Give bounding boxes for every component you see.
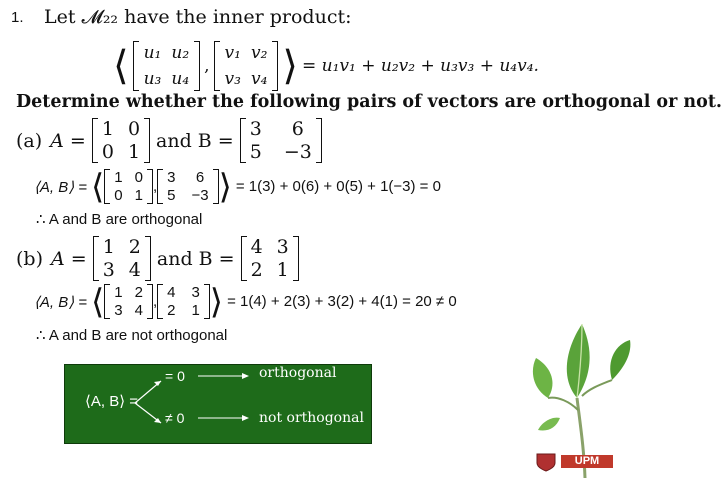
part-a-calc-rhs: = 1(3) + 0(6) + 0(5) + 1(−3) = 0 bbox=[235, 178, 441, 195]
part-b-left-angle: ⟨ bbox=[90, 281, 105, 322]
part-b-A-cell-0-0: 1 bbox=[102, 236, 115, 258]
upm-logo bbox=[535, 452, 623, 472]
part-b-lhs: ⟨A, B⟩ = bbox=[34, 293, 87, 311]
right-angle: ⟩ bbox=[282, 43, 298, 89]
part-a-B-cell-1-1: −3 bbox=[283, 141, 312, 163]
crest-icon bbox=[535, 452, 557, 472]
task-statement: Determine whether the following pairs of vectors are orthogonal or not. bbox=[16, 92, 722, 112]
part-b-right-angle: ⟩ bbox=[209, 281, 224, 322]
inner-product-definition bbox=[113, 41, 539, 91]
part-a-calc-B-cell-1-0: 5 bbox=[167, 187, 176, 204]
part-b-matrix-A bbox=[93, 236, 151, 281]
part-a-A-cell-1-0: 0 bbox=[101, 141, 114, 163]
part-a-calculation bbox=[34, 166, 441, 207]
matrix-v-cell-0-1: v₂ bbox=[250, 43, 268, 63]
part-a-calc-B-cell-0-1: 6 bbox=[195, 169, 205, 186]
part-a-calc-A-cell-0-0: 1 bbox=[114, 169, 123, 186]
part-b-calc-B-cell-1-0: 2 bbox=[167, 302, 176, 319]
comma: , bbox=[204, 56, 210, 76]
upm-wordmark: UPM bbox=[561, 455, 613, 468]
part-b-calc-A-cell-0-1: 2 bbox=[134, 284, 143, 301]
matrix-u bbox=[133, 41, 201, 91]
part-b-A-prefix: A = bbox=[51, 247, 87, 270]
part-a-A-cell-0-1: 0 bbox=[127, 118, 141, 140]
part-b-and-b: and B = bbox=[156, 247, 235, 270]
part-a-A-cell-1-1: 1 bbox=[127, 141, 141, 163]
summary-not-orthogonal: not orthogonal bbox=[259, 410, 364, 426]
part-a-A-cell-0-0: 1 bbox=[101, 118, 114, 140]
part-b-statement bbox=[16, 236, 299, 281]
part-b-calc-B-cell-0-1: 3 bbox=[191, 284, 200, 301]
part-b-B-cell-0-1: 3 bbox=[276, 236, 289, 258]
summary-lhs: ⟨A, B⟩ = bbox=[85, 393, 138, 410]
matrix-u-cell-1-1: u₄ bbox=[171, 69, 190, 89]
part-a-statement bbox=[16, 118, 322, 163]
part-b-calc-A-cell-1-1: 4 bbox=[134, 302, 143, 319]
problem-intro: Let 𝓜₂₂ have the inner product: bbox=[44, 6, 352, 28]
part-b-calc-A-cell-0-0: 1 bbox=[114, 284, 123, 301]
part-a-right-angle: ⟩ bbox=[218, 166, 232, 207]
matrix-v-cell-1-1: v₄ bbox=[250, 69, 268, 89]
part-a-label: (a) bbox=[16, 129, 43, 152]
part-b-matrix-B bbox=[241, 236, 299, 281]
part-b-calc-matrix-B bbox=[157, 284, 210, 319]
part-b-calculation bbox=[34, 281, 457, 322]
part-b-calc-B-cell-0-0: 4 bbox=[167, 284, 176, 301]
part-a-calc-A-cell-1-0: 0 bbox=[114, 187, 123, 204]
part-a-calc-B-cell-0-0: 3 bbox=[167, 169, 176, 186]
part-a-B-cell-1-0: 5 bbox=[249, 141, 262, 163]
matrix-v-cell-1-0: v₃ bbox=[224, 69, 241, 89]
part-b-comma: , bbox=[152, 293, 158, 310]
part-b-B-cell-1-1: 1 bbox=[276, 259, 289, 281]
part-a-comma: , bbox=[152, 178, 158, 195]
part-a-calc-matrix-B bbox=[157, 169, 218, 204]
summary-box bbox=[64, 364, 372, 444]
part-b-A-cell-0-1: 2 bbox=[128, 236, 141, 258]
part-b-conclusion: ∴ A and B are not orthogonal bbox=[36, 327, 228, 344]
part-a-A-prefix: A = bbox=[50, 129, 86, 152]
part-b-label: (b) bbox=[16, 247, 43, 270]
part-a-calc-matrix-A bbox=[104, 169, 153, 204]
part-a-B-cell-0-0: 3 bbox=[249, 118, 262, 140]
part-b-A-cell-1-1: 4 bbox=[128, 259, 141, 281]
part-a-conclusion: ∴ A and B are orthogonal bbox=[36, 211, 203, 228]
part-a-B-cell-0-1: 6 bbox=[291, 118, 304, 140]
summary-orthogonal: orthogonal bbox=[259, 365, 337, 381]
part-b-calc-B-cell-1-1: 1 bbox=[191, 302, 200, 319]
part-a-left-angle: ⟨ bbox=[90, 166, 105, 207]
part-a-calc-B-cell-1-1: −3 bbox=[191, 187, 209, 204]
part-a-calc-A-cell-0-1: 0 bbox=[134, 169, 143, 186]
matrix-v bbox=[214, 41, 279, 91]
left-angle: ⟨ bbox=[113, 43, 129, 89]
summary-neq-zero: ≠ 0 bbox=[165, 410, 185, 426]
problem-number: 1. bbox=[11, 9, 24, 26]
part-b-calc-matrix-A bbox=[104, 284, 153, 319]
definition-rhs: = u₁v₁ + u₂v₂ + u₃v₃ + u₄v₄. bbox=[302, 56, 539, 76]
summary-eq-zero: = 0 bbox=[165, 368, 185, 384]
part-b-calc-rhs: = 1(4) + 2(3) + 3(2) + 4(1) = 20 ≠ 0 bbox=[227, 293, 457, 310]
part-b-B-cell-1-0: 2 bbox=[250, 259, 263, 281]
matrix-u-cell-0-1: u₂ bbox=[171, 43, 190, 63]
part-a-calc-A-cell-1-1: 1 bbox=[134, 187, 143, 204]
matrix-u-cell-1-0: u₃ bbox=[143, 69, 162, 89]
part-a-and-b: and B = bbox=[156, 129, 234, 152]
part-a-lhs: ⟨A, B⟩ = bbox=[34, 178, 87, 196]
part-b-B-cell-0-0: 4 bbox=[250, 236, 263, 258]
matrix-v-cell-0-0: v₁ bbox=[224, 43, 241, 63]
matrix-u-cell-0-0: u₁ bbox=[143, 43, 162, 63]
part-b-A-cell-1-0: 3 bbox=[102, 259, 115, 281]
part-a-matrix-B bbox=[240, 118, 322, 163]
part-a-matrix-A bbox=[92, 118, 150, 163]
part-b-calc-A-cell-1-0: 3 bbox=[114, 302, 123, 319]
